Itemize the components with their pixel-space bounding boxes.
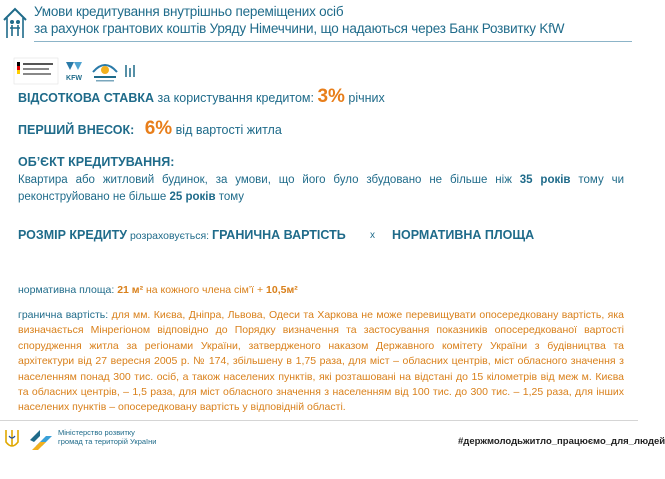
page-title bbox=[34, 3, 634, 37]
interest-rate-middle: за користування кредитом: bbox=[154, 91, 318, 105]
partner-small-logo-icon bbox=[124, 62, 136, 80]
ministry-logo-icon bbox=[28, 428, 54, 452]
object-text-part-1: Квартира або житловий будинок, за умови, що його було збудовано не більше ніж bbox=[18, 174, 520, 186]
credit-object-text bbox=[18, 172, 624, 206]
object-text-part-2: тому чи реконструйовано не більше bbox=[18, 174, 625, 203]
interest-rate-suffix: річних bbox=[344, 91, 385, 105]
limit-cost-text: для мм. Києва, Дніпра, Львова, Одеси та Харкова не може перевищувати опосередковану вартість, яка визначається Мінрегіоном відповідно до Порядку визначення та застосування показників опосередкованої вартості спорудження житла за регіонами України, затвердженого наказом Державного комітету України з будівництва та архітектури від 27 вересня 2005 р. № 174, збільшену в 1,75 раза, для міст – обласних центрів, міст обласного значення з населенням понад 300 тис. осіб, а також населених пунктів, які розташовані на відстані до 15 кілометрів від меж м. Києва та обласних центрів, – 1,5 раза, для міст обласного значення з населенням від 100 тис. до 300 тис. – 1,25 раза, для інших населених пунктів – опосередковану вартість у відповідній області. bbox=[18, 309, 624, 414]
normative-area-heading: НОРМАТИВНА ПЛОЩА bbox=[392, 228, 535, 242]
object-text-part-3: тому bbox=[215, 191, 245, 203]
limit-cost-heading: ГРАНИЧНА ВАРТІСТЬ bbox=[211, 228, 346, 242]
title-line-2: за рахунок грантових коштів Уряду Німеччини, що надаються через Банк Розвитку KfW bbox=[34, 21, 565, 36]
german-ministry-logo-icon bbox=[14, 58, 58, 84]
svg-text:KFW: KFW bbox=[66, 75, 82, 82]
ministry-name-line-1: Міністерство розвитку bbox=[58, 428, 135, 437]
ministry-name bbox=[58, 428, 198, 446]
house-people-logo-icon bbox=[2, 6, 28, 40]
normative-area-value-2: 10,5м² bbox=[266, 284, 298, 296]
limit-cost-label: гранична вартість: bbox=[18, 309, 109, 321]
down-payment-suffix: від вартості житла bbox=[172, 123, 282, 137]
limit-cost-paragraph bbox=[18, 308, 624, 416]
interest-rate-value: 3% bbox=[317, 86, 345, 107]
credit-object-title: ОБ’ЄКТ КРЕДИТУВАННЯ: bbox=[18, 155, 175, 169]
down-payment-value: 6% bbox=[144, 118, 173, 139]
title-line-1: Умови кредитування внутрішньо переміщених осіб bbox=[34, 4, 344, 19]
credit-size-calc: розраховується: bbox=[127, 230, 212, 242]
down-payment-label: ПЕРШИЙ ВНЕСОК: bbox=[18, 123, 135, 137]
multiply-operator: х bbox=[370, 230, 375, 241]
interest-rate-line bbox=[18, 86, 385, 108]
normative-area-label: нормативна площа: bbox=[18, 284, 118, 296]
footer-divider bbox=[0, 420, 638, 421]
title-divider bbox=[34, 41, 632, 42]
campaign-hashtag: #держмолодьжитло_працюємо_для_людей bbox=[458, 436, 665, 447]
normative-area-value-1: 21 м² bbox=[117, 284, 144, 296]
youth-housing-fund-logo-icon bbox=[90, 58, 120, 84]
interest-rate-label: ВІДСОТКОВА СТАВКА bbox=[18, 91, 155, 105]
ukraine-trident-icon bbox=[4, 428, 20, 450]
credit-size-label: РОЗМІР КРЕДИТУ bbox=[18, 228, 128, 242]
kfw-logo-icon bbox=[62, 58, 86, 84]
down-payment-line bbox=[18, 118, 282, 140]
ministry-name-line-2: громад та територій України bbox=[58, 437, 157, 446]
normative-area-middle: на кожного члена сім’ї + bbox=[143, 284, 267, 296]
credit-size-line bbox=[18, 228, 638, 242]
object-years-built: 35 років bbox=[519, 174, 571, 186]
normative-area-line bbox=[18, 284, 298, 296]
object-years-reconstructed: 25 років bbox=[169, 191, 216, 203]
